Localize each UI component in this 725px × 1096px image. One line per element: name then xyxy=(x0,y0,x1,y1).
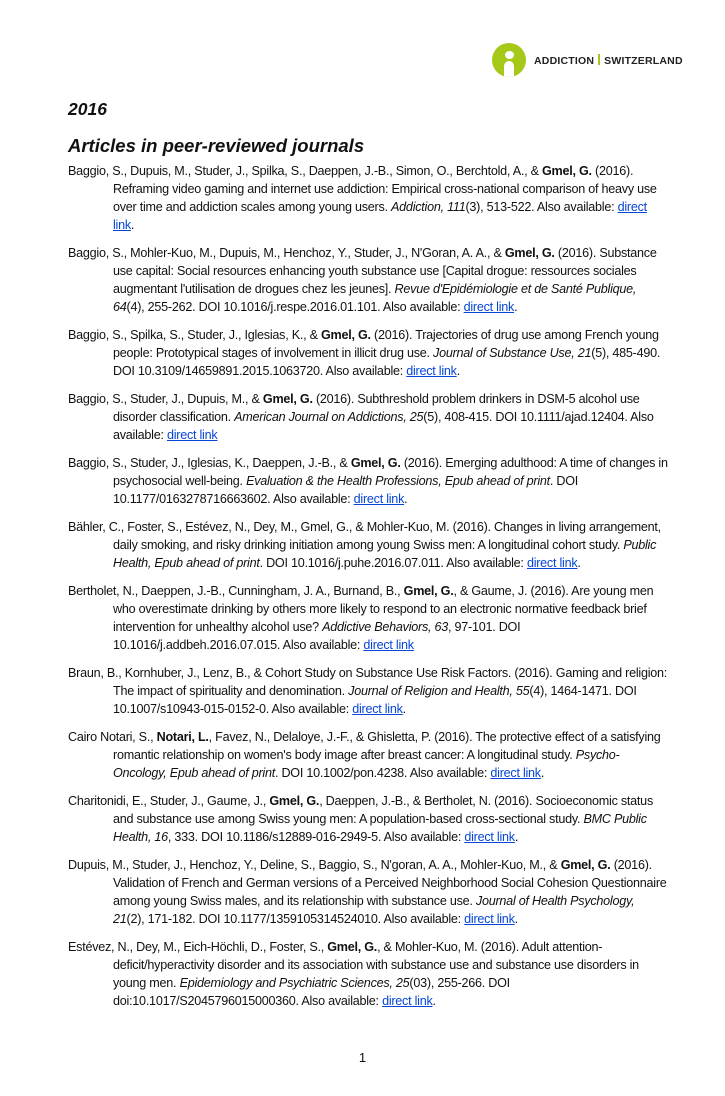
highlighted-author: Gmel, G. xyxy=(262,392,313,406)
reference-text: . DOI 10.1002/pon.4238. Also available: xyxy=(274,766,491,780)
reference-text: Dupuis, M., Studer, J., Henchoz, Y., Deline, S., Baggio, S., N'goran, A. A., Mohler-Kuo, M., & xyxy=(68,858,561,872)
reference-entry xyxy=(68,162,668,234)
reference-text: Baggio, S., Studer, J., Dupuis, M., & xyxy=(68,392,263,406)
journal-name: Addictive Behaviors, 63 xyxy=(322,620,448,634)
logo-mark-icon xyxy=(492,43,526,77)
reference-text: (03), 255-266. DOI doi:10.1017/S2045796015000360. Also available: xyxy=(113,976,510,1008)
reference-text: (2016). Substance use capital: Social resources enhancing youth substance use [Capital drogue: ressources sociales augmentant l'utilisation de drogues chez les jeunes]. xyxy=(113,246,657,296)
logo-text-right: SWITZERLAND xyxy=(604,54,683,67)
highlighted-author: Gmel, G. xyxy=(269,794,320,808)
journal-name: American Journal on Addictions, 25 xyxy=(234,410,424,424)
reference-text: (2016). Validation of French and German versions of a Perceived Neighborhood Social Cohesion Questionnaire among young Swiss males, and its relationship with substance use. xyxy=(113,858,667,908)
reference-text: Baggio, S., Spilka, S., Studer, J., Iglesias, K., & xyxy=(68,328,321,342)
direct-link[interactable]: direct link xyxy=(353,492,405,506)
reference-text: (5), 408-415. DOI 10.1111/ajad.12404. Also available: xyxy=(113,410,654,442)
reference-text: , 97-101. DOI 10.1016/j.addbeh.2016.07.015. Also available: xyxy=(113,620,521,652)
section-heading: Articles in peer-reviewed journals xyxy=(68,135,365,156)
highlighted-author: Notari, L. xyxy=(156,730,209,744)
direct-link[interactable]: direct link xyxy=(406,364,457,378)
reference-text: . xyxy=(577,556,581,570)
reference-text: Baggio, S., Mohler-Kuo, M., Dupuis, M., Henchoz, Y., Studer, J., N'Goran, A. A., & xyxy=(68,246,505,260)
direct-link[interactable]: direct link xyxy=(113,200,647,232)
reference-text: , Daeppen, J.-B., & Bertholet, N. (2016). Socioeconomic status and substance use among Swiss young men: A population-based cross-sectional study. xyxy=(113,794,653,826)
highlighted-author: Gmel, G. xyxy=(350,456,401,470)
reference-text: . xyxy=(130,218,135,232)
direct-link[interactable]: direct link xyxy=(382,994,433,1008)
journal-name: Journal of Substance Use, 21 xyxy=(433,346,592,360)
direct-link[interactable]: direct link xyxy=(490,766,541,780)
journal-name: BMC Public Health, 16 xyxy=(113,812,647,844)
highlighted-author: Gmel, G. xyxy=(560,858,611,872)
reference-text: (3), 513-522. Also available: xyxy=(465,200,618,214)
journal-name: Addiction, 111 xyxy=(391,200,466,214)
journal-name: Revue d'Epidémiologie et de Santé Publique, 64 xyxy=(113,282,637,314)
direct-link[interactable]: direct link xyxy=(526,556,578,570)
reference-text: . xyxy=(514,300,518,314)
reference-text: Estévez, N., Dey, M., Eich-Höchli, D., Foster, S., xyxy=(68,940,328,954)
direct-link[interactable]: direct link xyxy=(464,912,515,926)
reference-text: . xyxy=(432,994,436,1008)
reference-text: Charitonidi, E., Studer, J., Gaume, J., xyxy=(68,794,270,808)
reference-text: . xyxy=(514,912,518,926)
reference-entry xyxy=(68,938,668,1010)
logo-text-left: ADDICTION xyxy=(534,54,595,67)
reference-text: . xyxy=(540,766,545,780)
reference-list xyxy=(68,162,668,1010)
direct-link[interactable]: direct link xyxy=(166,428,218,442)
reference-text: (4), 1464-1471. DOI 10.1007/s10943-015-0152-0. Also available: xyxy=(113,684,637,716)
journal-name: Epidemiology and Psychiatric Sciences, 25 xyxy=(179,976,410,990)
reference-entry xyxy=(68,326,668,380)
reference-text: (2016). Emerging adulthood: A time of changes in psychosocial well-being. xyxy=(113,456,668,488)
reference-text: . xyxy=(514,830,519,844)
reference-entry xyxy=(68,856,668,928)
reference-text: Baggio, S., Dupuis, M., Studer, J., Spilka, S., Daeppen, J.-B., Simon, O., Berchtold, A., & xyxy=(68,164,542,178)
reference-text: , Favez, N., Delaloye, J.-F., & Ghisletta, P. (2016). The protective effect of a satisfying romantic relationship on women's body image after breast cancer: A longitudinal study. xyxy=(113,730,661,762)
reference-text: , & Mohler-Kuo, M. (2016). Adult attention-deficit/hyperactivity disorder and its association with substance use and substance use disorders in young men. xyxy=(113,940,639,990)
reference-text: , & Gaume, J. (2016). Are young men who overestimate drinking by others more likely to respond to an electronic normative feedback brief intervention for unhealthy alcohol use? xyxy=(113,584,654,634)
direct-link[interactable]: direct link xyxy=(363,638,414,652)
reference-text: . xyxy=(456,364,460,378)
reference-text: (5), 485-490. DOI 10.3109/14659891.2015.1063720. Also available: xyxy=(113,346,661,378)
reference-text: (2016). Reframing video gaming and internet use addiction: Empirical cross-national comparison of heavy use over time and addiction scales among young users. xyxy=(113,164,657,214)
reference-entry xyxy=(68,792,668,846)
addiction-switzerland-logo xyxy=(492,43,683,77)
reference-entry xyxy=(68,244,668,316)
reference-text: . xyxy=(404,492,408,506)
reference-text: Cairo Notari, S., xyxy=(68,730,157,744)
journal-name: Evaluation & the Health Professions, Epub ahead of print xyxy=(246,474,550,488)
reference-text: . DOI 10.1016/j.puhe.2016.07.011. Also available: xyxy=(259,556,527,570)
reference-text: (2), 171-182. DOI 10.1177/1359105314524010. Also available: xyxy=(126,912,465,926)
reference-text: Braun, B., Kornhuber, J., Lenz, B., & Cohort Study on Substance Use Risk Factors. (2016). Gaming and religion: The impact of spirituality and denomination. xyxy=(68,666,668,698)
reference-entry xyxy=(68,518,668,572)
reference-text: Baggio, S., Studer, J., Iglesias, K., Daeppen, J.-B., & xyxy=(68,456,351,470)
reference-entry xyxy=(68,390,668,444)
direct-link[interactable]: direct link xyxy=(352,702,403,716)
journal-name: Psycho-Oncology, Epub ahead of print xyxy=(113,748,620,780)
journal-name: Journal of Religion and Health, 55 xyxy=(348,684,530,698)
page-number: 1 xyxy=(358,1050,367,1065)
reference-entry xyxy=(68,728,668,782)
reference-text: , 333. DOI 10.1186/s12889-016-2949-5. Also available: xyxy=(167,830,465,844)
reference-text: Bertholet, N., Daeppen, J.-B., Cunningham, J. A., Burnand, B., xyxy=(68,584,404,598)
highlighted-author: Gmel, G. xyxy=(403,584,454,598)
reference-text: (2016). Trajectories of drug use among French young people: Prototypical stages of involvement in illicit drug use. xyxy=(113,328,659,360)
reference-text: . xyxy=(402,702,406,716)
journal-name: Public Health, Epub ahead of print xyxy=(113,538,657,570)
reference-text: Bähler, C., Foster, S., Estévez, N., Dey, M., Gmel, G., & Mohler-Kuo, M. (2016). Changes in living arrangement, daily smoking, and risky drinking initiation among young Swiss men: A longitudinal cohort study. xyxy=(68,520,661,552)
reference-entry xyxy=(68,582,668,654)
highlighted-author: Gmel, G. xyxy=(542,164,592,178)
reference-text: (4), 255-262. DOI 10.1016/j.respe.2016.01.101. Also available: xyxy=(126,300,464,314)
direct-link[interactable]: direct link xyxy=(463,300,515,314)
reference-text: . DOI 10.1177/0163278716663602. Also available: xyxy=(113,474,579,506)
logo-wordmark xyxy=(534,54,683,67)
highlighted-author: Gmel, G. xyxy=(504,246,555,260)
highlighted-author: Gmel, G. xyxy=(321,328,371,342)
journal-name: Journal of Health Psychology, 21 xyxy=(113,894,635,926)
reference-text: (2016). Subthreshold problem drinkers in DSM-5 alcohol use disorder classification. xyxy=(113,392,640,424)
direct-link[interactable]: direct link xyxy=(464,830,515,844)
highlighted-author: Gmel, G. xyxy=(327,940,378,954)
reference-entry xyxy=(68,454,668,508)
reference-entry xyxy=(68,664,668,718)
year-heading: 2016 xyxy=(68,99,107,119)
